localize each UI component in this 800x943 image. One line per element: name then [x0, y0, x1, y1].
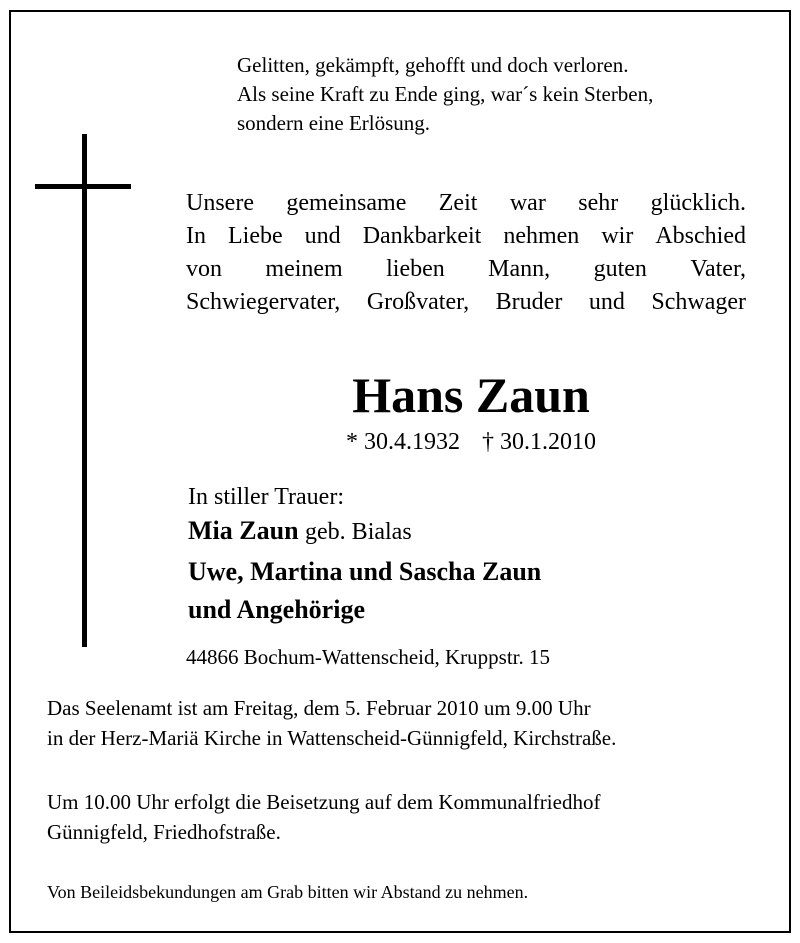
intro-line: [186, 220, 746, 253]
intro-word: Bruder: [495, 289, 563, 315]
life-dates: [186, 426, 756, 458]
intro-word: Großvater,: [366, 289, 470, 315]
poem-line: Als seine Kraft zu Ende ging, war´s kein Sterben,: [237, 82, 654, 106]
intro-word: nehmen: [503, 223, 580, 249]
mourners-label: In stiller Trauer:: [188, 484, 344, 510]
burial-line: Günnigfeld, Friedhofstraße.: [47, 820, 281, 844]
intro-word: war: [509, 190, 546, 216]
intro-line: [186, 187, 746, 220]
mourner-relatives: und Angehörige: [188, 595, 365, 624]
intro-word: und: [304, 223, 341, 249]
burial-info: [47, 787, 600, 847]
intro-word: und: [588, 289, 625, 315]
intro-word: lieben: [386, 256, 445, 282]
intro-word: Unsere: [186, 190, 254, 216]
intro-word: In: [186, 223, 206, 249]
burial-line: Um 10.00 Uhr erfolgt die Beisetzung auf dem Kommunalfriedhof: [47, 790, 601, 814]
birth-date: * 30.4.1932: [346, 429, 460, 455]
intro-line: [186, 286, 746, 319]
service-line: in der Herz-Mariä Kirche in Wattenscheid-Günnigfeld, Kirchstraße.: [47, 726, 617, 750]
intro-word: Schwager: [651, 289, 746, 315]
intro-word: gemeinsame: [286, 190, 407, 216]
intro-word: Liebe: [228, 223, 283, 249]
poem-line: sondern eine Erlösung.: [237, 111, 431, 135]
service-info: [47, 693, 616, 753]
intro-word: meinem: [265, 256, 343, 282]
poem: [237, 51, 653, 138]
intro-word: Schwiegervater,: [186, 289, 341, 315]
mourner-spouse: [188, 512, 412, 551]
intro-line: [186, 253, 746, 286]
mourner-children: Uwe, Martina und Sascha Zaun: [188, 557, 542, 586]
service-line: Das Seelenamt ist am Freitag, dem 5. Februar 2010 um 9.00 Uhr: [47, 696, 591, 720]
mourner-spouse-note: geb. Bialas: [305, 519, 412, 545]
deceased-name: Hans Zaun: [352, 367, 590, 423]
intro-word: Dankbarkeit: [362, 223, 482, 249]
intro-word: sehr: [578, 190, 619, 216]
intro-word: Abschied: [655, 223, 746, 249]
intro-word: wir: [601, 223, 634, 249]
intro-word: glücklich.: [650, 190, 746, 216]
intro-word: Vater,: [690, 256, 746, 282]
closing-note: Von Beileidsbekundungen am Grab bitten wir Abstand zu nehmen.: [47, 882, 529, 902]
intro-word: guten: [593, 256, 647, 282]
intro-text: [186, 187, 746, 319]
address: 44866 Bochum-Wattenscheid, Kruppstr. 15: [186, 645, 551, 669]
mourner-spouse-name: Mia Zaun: [188, 516, 299, 545]
intro-word: Zeit: [438, 190, 478, 216]
death-date: † 30.1.2010: [482, 429, 596, 455]
intro-word: von: [186, 256, 222, 282]
poem-line: Gelitten, gekämpft, gehofft und doch verloren.: [237, 53, 629, 77]
intro-word: Mann,: [488, 256, 551, 282]
